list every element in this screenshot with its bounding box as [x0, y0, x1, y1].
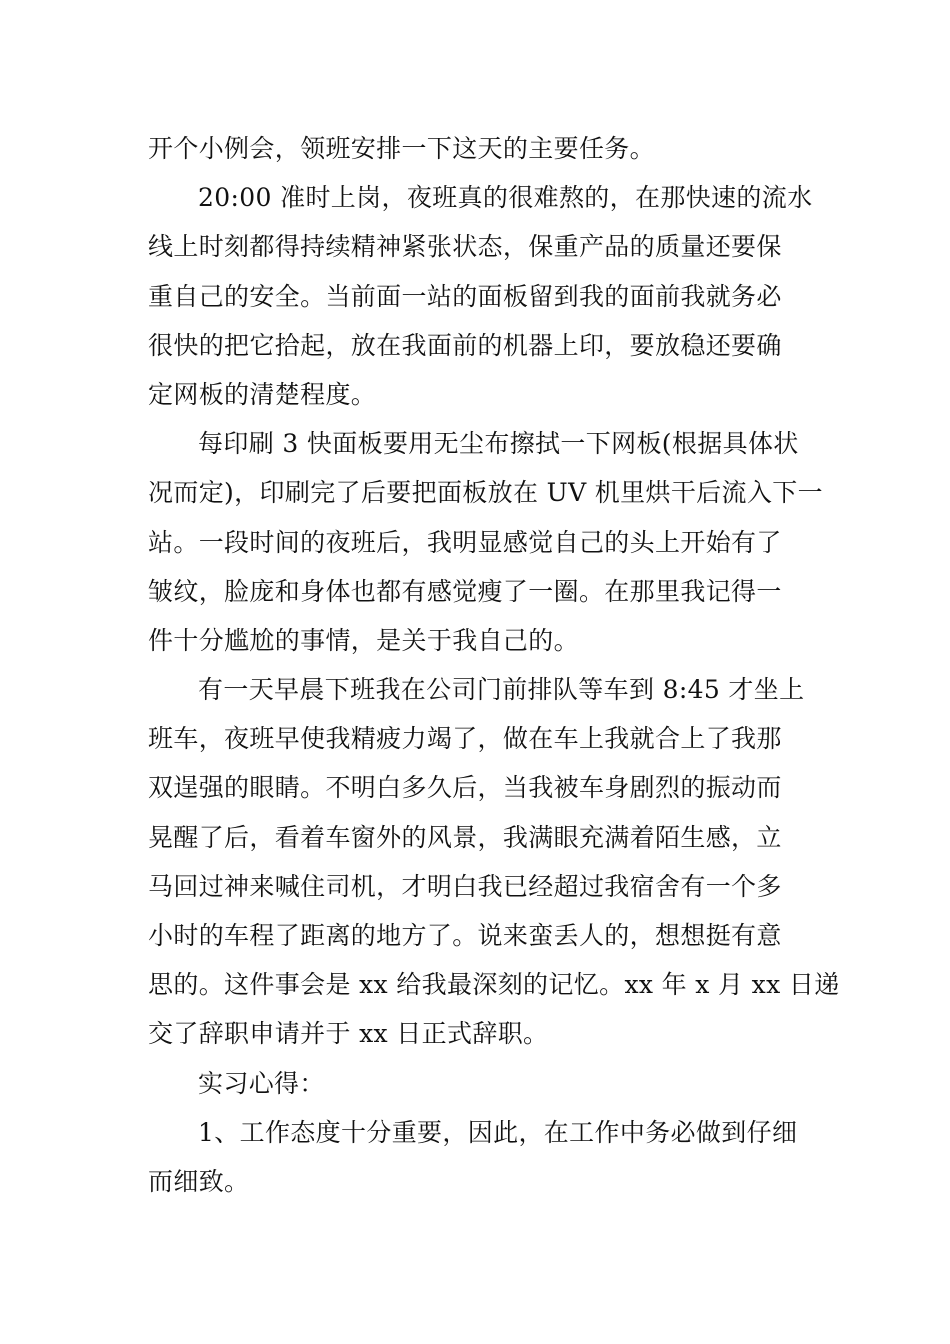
- text-line: 很快的把它拾起，放在我面前的机器上印，要放稳还要确: [148, 330, 782, 360]
- paragraph-2: [148, 173, 813, 419]
- text-line: 小时的车程了距离的地方了。说来蛮丢人的，想想挺有意: [148, 921, 782, 950]
- paragraph-6: [148, 1108, 808, 1206]
- text-line: 班车，夜班早使我精疲力竭了，做在车上我就合上了我那: [148, 724, 782, 754]
- text-line: 重自己的安全。当前面一站的面板留到我的面前我就务必: [148, 281, 782, 311]
- text-line: 双逞强的眼睛。不明白多久后，当我被车身剧烈的振动而: [148, 773, 782, 803]
- text-line: 20:00 准时上岗，夜班真的很难熬的，在那快速的流水: [198, 183, 813, 213]
- text-line: 马回过神来喊住司机，才明白我已经超过我宿舍有一个多: [148, 871, 782, 901]
- text-line: 线上时刻都得持续精神紧张状态，保重产品的质量还要保: [148, 232, 782, 262]
- text-line: 而细致。: [148, 1166, 250, 1196]
- paragraph-3: [148, 419, 823, 665]
- text-line: 1、工作态度十分重要，因此，在工作中务必做到仔细: [198, 1117, 798, 1147]
- text-line: 思的。这件事会是 xx 给我最深刻的记忆。xx 年 x 月 xx 日递: [148, 970, 840, 1000]
- document-body: [148, 124, 840, 1206]
- text-line: 开个小例会，领班安排一下这天的主要任务。: [148, 134, 656, 163]
- text-line: 站。一段时间的夜班后，我明显感觉自己的头上开始有了: [148, 527, 782, 557]
- text-line: 实习心得：: [198, 1068, 325, 1098]
- paragraph-5-heading: [148, 1059, 808, 1108]
- text-line: 每印刷 3 快面板要用无尘布擦拭一下网板(根据具体状: [198, 429, 799, 459]
- text-line: 交了辞职申请并于 xx 日正式辞职。: [148, 1019, 549, 1049]
- text-line: 况而定)，印刷完了后要把面板放在 UV 机里烘干后流入下一: [148, 478, 823, 508]
- text-line: 定网板的清楚程度。: [148, 379, 377, 409]
- text-line: 晃醒了后，看着车窗外的风景，我满眼充满着陌生感，立: [148, 822, 782, 852]
- paragraph-4: [148, 665, 840, 1059]
- text-line: 有一天早晨下班我在公司门前排队等车到 8:45 才坐上: [198, 675, 805, 705]
- paragraph-1: [148, 124, 808, 173]
- text-line: 皱纹，脸庞和身体也都有感觉瘦了一圈。在那里我记得一: [148, 576, 782, 606]
- text-line: 件十分尴尬的事情，是关于我自己的。: [148, 625, 579, 655]
